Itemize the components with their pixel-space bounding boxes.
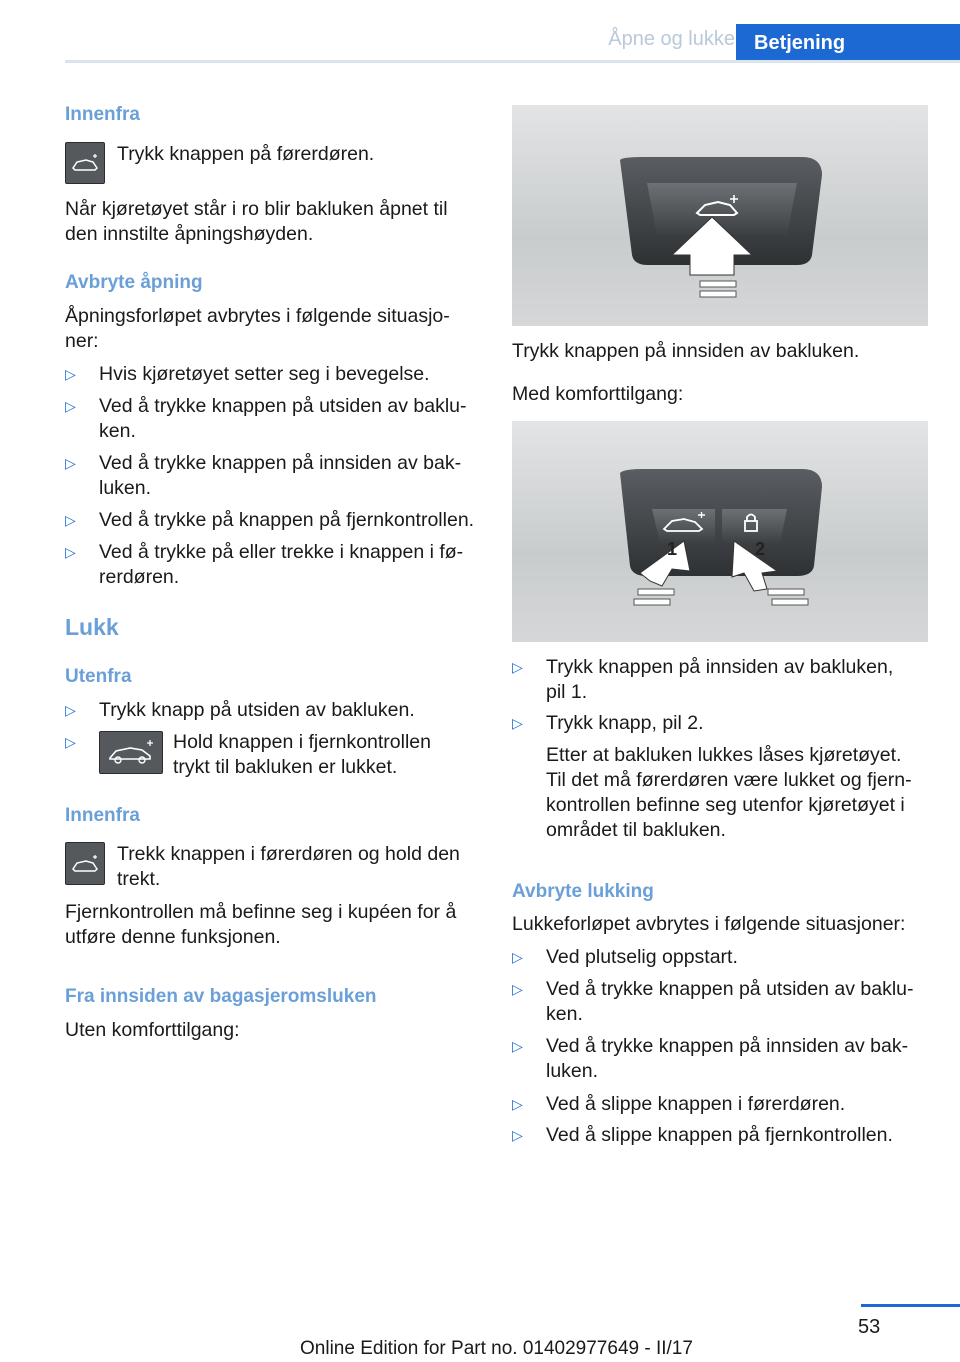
item-line: Ved å trykke knappen på innsiden av bak-: [99, 452, 462, 474]
list-item: [546, 711, 704, 736]
item-line: trykt til bakluken er lukket.: [173, 756, 398, 778]
list-item: [546, 1123, 893, 1148]
innenfra2-text: [117, 842, 460, 892]
avbryte-lukking-intro: Lukkeforløpet avbrytes i følgende situasjoner:: [512, 913, 906, 935]
caption-inside-tailgate: Trykk knappen på innsiden av bakluken.: [512, 340, 860, 362]
item-line: pil 1.: [546, 681, 588, 703]
heading-innenfra-2: Innenfra: [65, 805, 140, 826]
item-line: Hold knappen i fjernkontrollen: [173, 731, 431, 753]
bullet-arrow-icon: ▷: [512, 659, 523, 675]
text-line: Trekk knappen i førerdøren og hold den: [117, 843, 460, 865]
paragraph-opening-height: [65, 197, 448, 247]
bullet-arrow-icon: ▷: [65, 455, 76, 471]
item-line: Ved å trykke knappen på utsiden av baklu-: [546, 978, 914, 1000]
detail-line: Til det må førerdøren være lukket og fjern-: [546, 769, 912, 791]
tailgate-car-icon: [65, 142, 105, 184]
heading-fra-innsiden: Fra innsiden av bagasjeromsluken: [65, 986, 377, 1007]
para-line: Når kjøretøyet står i ro blir bakluken åpnet til: [65, 198, 448, 220]
bullet-arrow-icon: ▷: [512, 1096, 523, 1112]
item-line: Ved å slippe knappen på fjernkontrollen.: [546, 1124, 893, 1146]
text-line: trekt.: [117, 868, 161, 890]
arrow-label-2: 2: [755, 539, 766, 559]
tailgate-car-icon: [65, 842, 105, 885]
list-item: [99, 394, 467, 444]
item-line: Ved å slippe knappen i førerdøren.: [546, 1093, 846, 1115]
item-line: Trykk knapp, pil 2.: [546, 712, 704, 734]
list-item: [99, 451, 461, 501]
list-item: [99, 362, 430, 387]
uten-komfort-text: Uten komforttilgang:: [65, 1019, 240, 1041]
heading-utenfra: Utenfra: [65, 666, 132, 687]
bullet-arrow-icon: ▷: [65, 398, 76, 414]
bullet-arrow-icon: ▷: [512, 949, 523, 965]
photo-inside-tailgate-button: [512, 105, 928, 326]
bullet-arrow-icon: ▷: [512, 1127, 523, 1143]
caption-comfort-access: Med komforttilgang:: [512, 383, 684, 405]
detail-line: Etter at bakluken lukkes låses kjøretøyet.: [546, 744, 902, 766]
photo-comfort-access-buttons: [512, 421, 928, 642]
page-number: 53: [858, 1316, 881, 1338]
item-line: Trykk knappen på innsiden av bakluken,: [546, 656, 894, 678]
bullet-arrow-icon: ▷: [65, 702, 76, 718]
arrow-label-1: 1: [667, 539, 678, 559]
heading-avbryte-apning: Avbryte åpning: [65, 272, 203, 293]
list-item: [546, 977, 914, 1027]
innenfra-text: Trykk knappen på førerdøren.: [117, 143, 375, 165]
item-line: Ved å trykke knappen på innsiden av bak-: [546, 1035, 909, 1057]
heading-avbryte-lukking: Avbryte lukking: [512, 881, 654, 902]
item-line: Ved å trykke på eller trekke i knappen i fø-: [99, 541, 464, 563]
bullet-arrow-icon: ▷: [65, 544, 76, 560]
header-chapter-tab[interactable]: Betjening: [736, 24, 960, 62]
item-line: Ved å trykke på knappen på fjernkontrollen.: [99, 509, 475, 531]
item-line: ken.: [546, 1003, 583, 1025]
bullet-arrow-icon: ▷: [65, 366, 76, 382]
paragraph-remote-inside: [65, 900, 456, 950]
list-item: [99, 540, 463, 590]
bullet-arrow-icon: ▷: [512, 715, 523, 731]
heading-innenfra: Innenfra: [65, 104, 140, 125]
footer-rule: [861, 1304, 960, 1307]
para-line: utføre denne funksjonen.: [65, 926, 281, 948]
list-item: [546, 945, 738, 970]
item-line: Ved å trykke knappen på utsiden av baklu-: [99, 395, 467, 417]
bullet-arrow-icon: ▷: [65, 512, 76, 528]
item-line: luken.: [546, 1060, 599, 1082]
list-item: [546, 1034, 908, 1084]
item-detail: [546, 743, 912, 843]
heading-lukk: Lukk: [65, 614, 119, 640]
remote-tailgate-icon: [99, 731, 163, 774]
footer-edition: Online Edition for Part no. 01402977649 - II/17: [300, 1338, 693, 1359]
list-item-remote: [173, 730, 431, 780]
header-rule: [65, 60, 960, 63]
intro-line: ner:: [65, 330, 99, 352]
item-line: rerdøren.: [99, 566, 180, 588]
detail-line: området til bakluken.: [546, 819, 726, 841]
para-line: Fjernkontrollen må befinne seg i kupéen for å: [65, 901, 457, 923]
list-item: [546, 1092, 845, 1117]
header-section-tab[interactable]: Åpne og lukke: [608, 28, 735, 50]
list-item: [99, 508, 474, 533]
list-item: Trykk knapp på utsiden av bakluken.: [99, 699, 415, 721]
bullet-arrow-icon: ▷: [512, 1038, 523, 1054]
bullet-arrow-icon: ▷: [512, 981, 523, 997]
item-line: luken.: [99, 477, 152, 499]
para-line: den innstilte åpningshøyden.: [65, 223, 314, 245]
item-line: Ved plutselig oppstart.: [546, 946, 738, 968]
item-line: Hvis kjøretøyet setter seg i bevegelse.: [99, 363, 430, 385]
avbryte-apning-intro: [65, 304, 450, 354]
item-line: ken.: [99, 420, 136, 442]
detail-line: kontrollen befinne seg utenfor kjøretøyet i: [546, 794, 905, 816]
list-item: [546, 655, 893, 705]
bullet-arrow-icon: ▷: [65, 734, 76, 750]
intro-line: Åpningsforløpet avbrytes i følgende situasjo-: [65, 305, 450, 327]
